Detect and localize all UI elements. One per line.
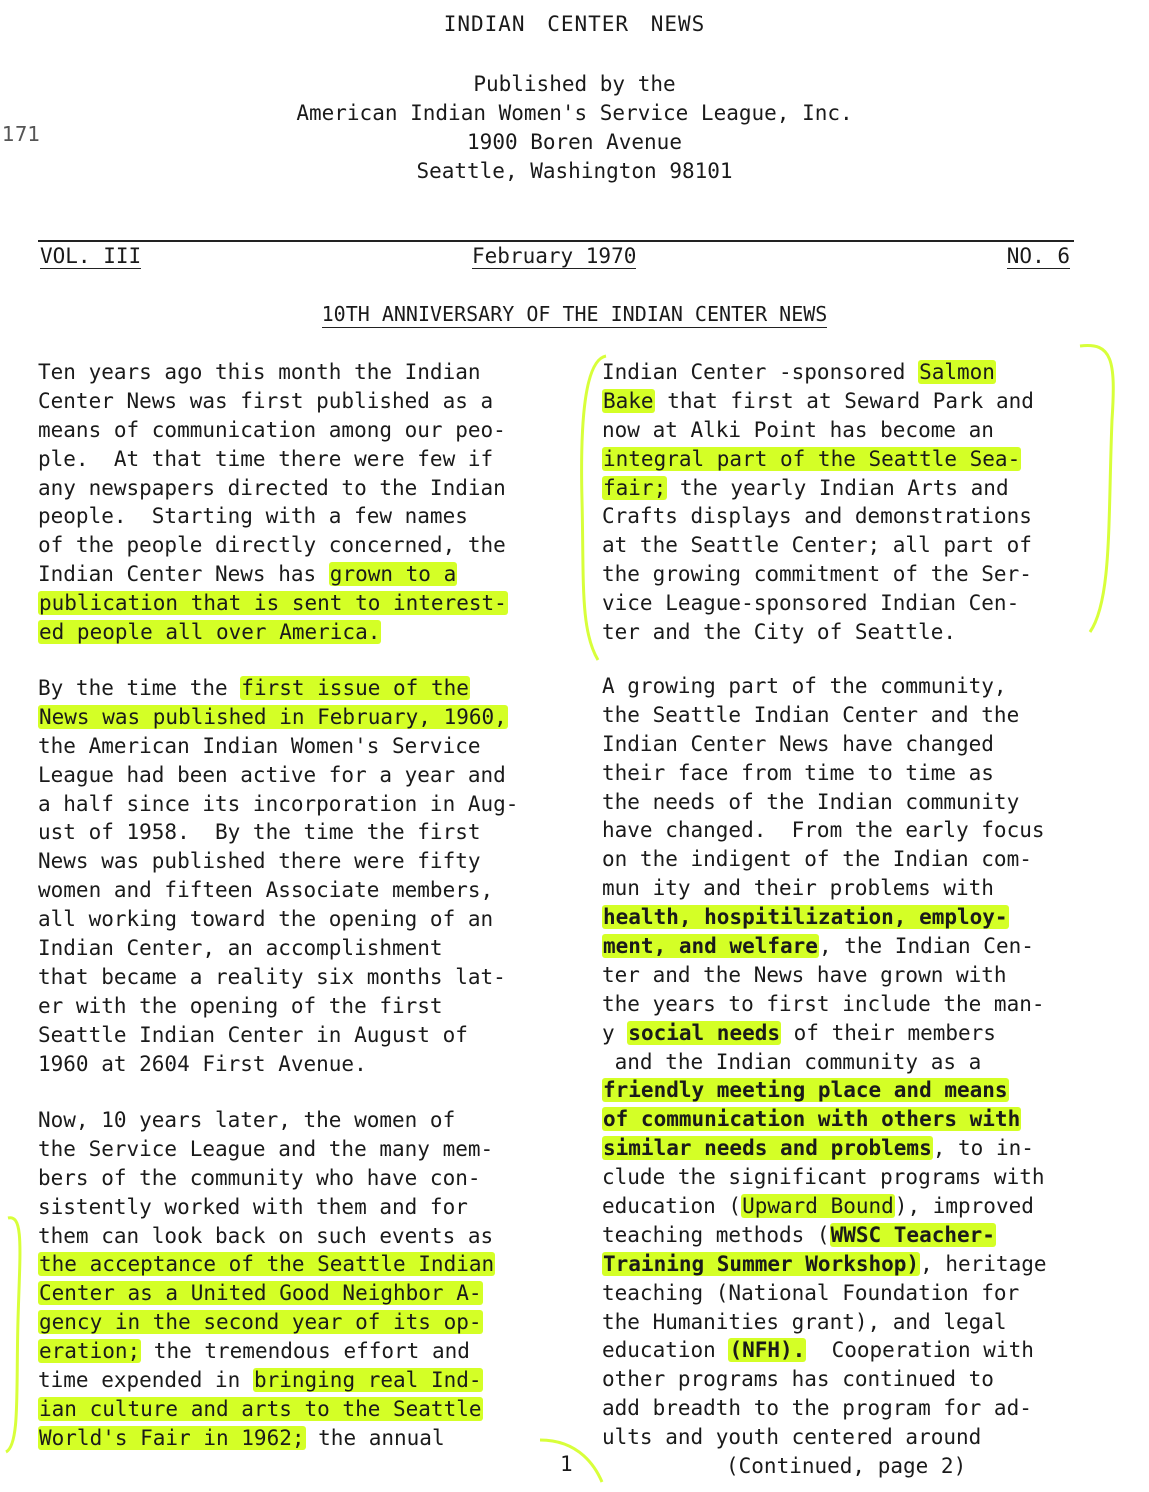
right-column (602, 358, 1102, 647)
highlight: health, hospitilization, employ- (603, 905, 1008, 930)
highlight: ed people all over America. (39, 620, 381, 645)
highlight: fair; (603, 475, 667, 500)
volume-label: VOL. III (40, 244, 142, 268)
highlight: Upward Bound (742, 1194, 894, 1219)
paragraph-3: Now, 10 years later, the women of the Service League and the many mem- bers of the community who have con- sistently worked with them and for them can look back on such events as the acceptance of the Seattle Indian Center as a United Good Neighbor A- gency in the second year of its op- eration; the tremendous effort and time expended in bringing real Ind- ian culture and arts to the Seattle World's Fair in 1962; the annual (38, 1108, 495, 1450)
highlight: WWSC Teacher- (830, 1222, 995, 1247)
paragraph-4: Indian Center -sponsored Salmon Bake that first at Seward Park and now at Alki Point has become an integral part of the Seattle Sea- fair; the yearly Indian Arts and Crafts displays and demonstrations at the Seattle Center; all part of the growing commitment of the Ser- vice League-sponsored Indian Cen- ter and the City of Seattle. (602, 360, 1034, 645)
highlight: of communication with others with (603, 1107, 1021, 1132)
highlight: gency in the second year of its op- (39, 1310, 482, 1335)
published-by-line: Published by the (473, 72, 676, 96)
left-column-p2 (38, 674, 598, 1078)
top-rule (38, 240, 1074, 242)
highlight: News was published in February, 1960, (39, 704, 507, 729)
continued-note: (Continued, page 2) (726, 1454, 967, 1479)
issue-number: NO. 6 (1006, 244, 1070, 268)
highlight: ian culture and arts to the Seattle (39, 1396, 482, 1421)
issue-date: February 1970 (472, 244, 637, 268)
city-line: Seattle, Washington 98101 (416, 159, 733, 183)
highlight: World's Fair in 1962; (39, 1425, 305, 1450)
highlight: Bake (603, 388, 654, 413)
paragraph-1: Ten years ago this month the Indian Center News was first published as a means of communication among our peo- ple. At that time there were few if any newspapers directed to the Indian people. Starting with a few names of the people directly concerned, the Indian Center News has grown to a publication that is sent to interest- ed people all over America. (38, 360, 507, 645)
left-column-p3 (38, 1106, 598, 1453)
newsletter-title: INDIAN CENTER NEWS (443, 12, 706, 36)
highlight: social needs (628, 1020, 781, 1045)
highlight: the acceptance of the Seattle Indian (39, 1252, 495, 1277)
highlight: bringing real Ind- (253, 1368, 482, 1393)
highlight: Salmon (919, 360, 995, 384)
highlight: similar needs and problems (603, 1136, 932, 1161)
highlight: publication that is sent to interest- (39, 591, 507, 616)
left-column (38, 358, 598, 647)
page-number: 1 (560, 1452, 573, 1476)
highlight: friendly meeting place and means (603, 1078, 1008, 1103)
right-column-p2 (602, 672, 1102, 1481)
organization-line: American Indian Women's Service League, Inc. (296, 101, 853, 125)
paragraph-2: By the time the first issue of the News was published in February, 1960, the American Indian Women's Service League had been active for a year and a half since its incorporation in Aug- ust of 1958. By the time the first News was published there were fifty women and fifteen Associate members, all working toward the opening of an Indian Center, an accomplishment that became a reality six months lat- er with the opening of the first Seattle Indian Center in August of 1960 at 2604 First Avenue. (38, 676, 519, 1076)
highlight: integral part of the Seattle Sea- (603, 446, 1021, 471)
bracket-left-bottom (6, 1218, 20, 1452)
highlight: eration; (39, 1339, 141, 1364)
highlight: grown to a (329, 562, 457, 587)
highlight: ment, and welfare (603, 934, 818, 959)
highlight: Center as a United Good Neighbor A- (39, 1281, 482, 1306)
publisher-block (0, 70, 1149, 186)
paragraph-5: A growing part of the community, the Seattle Indian Center and the Indian Center News have changed their face from time to time as the needs of the Indian community have changed. From the early focus on the indigent of the Indian com- mun ity and their problems with health, hospitilization, employ- ment, and welfare, the Indian Cen- ter and the News have grown with the years to first include the man- y social needs of their members and the Indian community as a friendly meeting place and means of communication with others with similar needs and problems, to in- clude the significant programs with education (Upward Bound), improved teaching methods (WWSC Teacher- Training Summer Workshop), heritage teaching (National Foundation for the Humanities grant), and legal education (NFH). Cooperation with other programs has continued to add breadth to the program for ad- ults and youth centered around (Continued, page 2) (602, 672, 1102, 1481)
issue-line (40, 244, 1070, 272)
highlight: first issue of the (241, 676, 469, 700)
highlight: (NFH). (729, 1338, 806, 1363)
highlight: Training Summer Workshop) (603, 1251, 920, 1276)
article-headline: 10TH ANNIVERSARY OF THE INDIAN CENTER NEWS (321, 302, 828, 326)
street-line: 1900 Boren Avenue (467, 130, 682, 154)
margin-note: 171 (2, 122, 41, 146)
